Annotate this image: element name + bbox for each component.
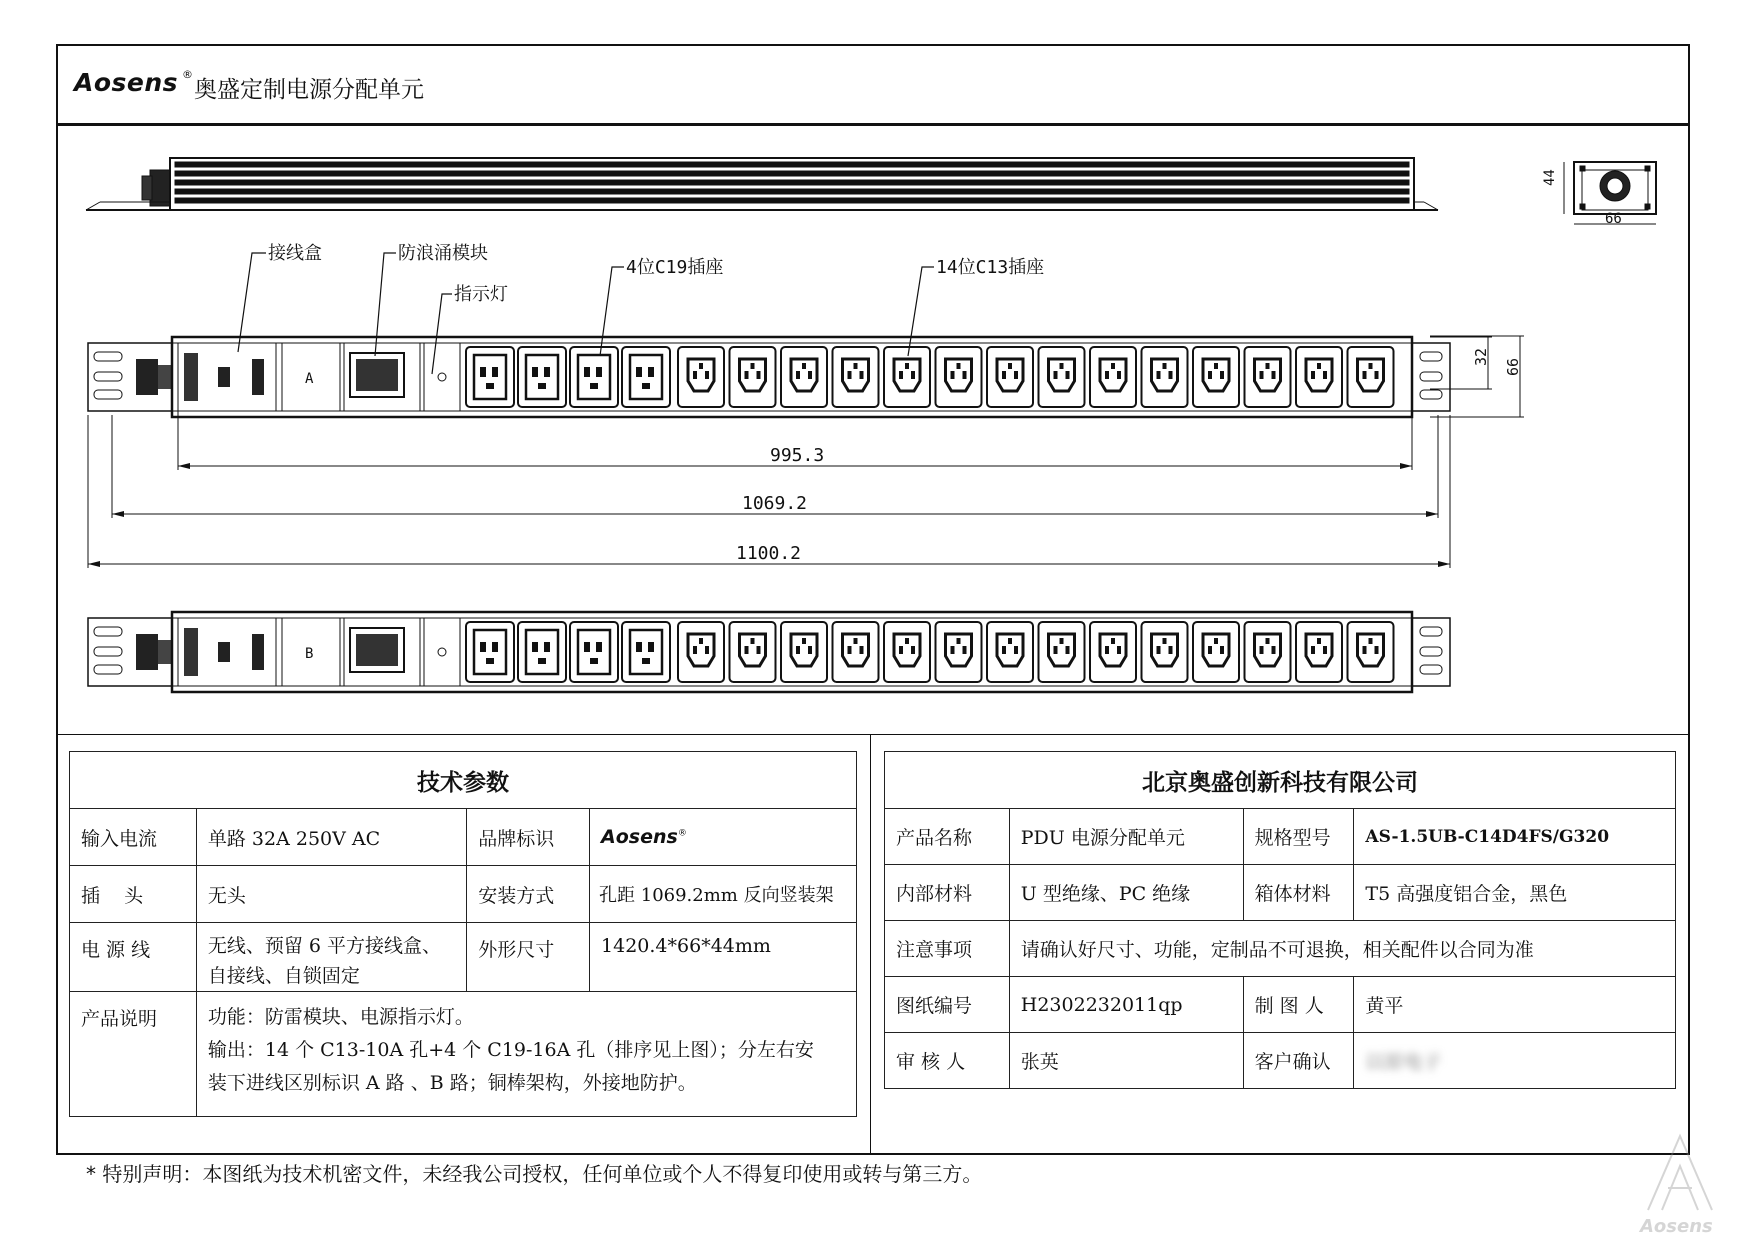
brand-reg: ® [677, 828, 687, 839]
mount-slot [1420, 665, 1442, 674]
c13-outlet [1090, 622, 1136, 682]
c19-pin [596, 367, 602, 377]
c13-outlet [936, 622, 982, 682]
c19-pin [636, 642, 642, 652]
c13-outlet [1245, 622, 1291, 682]
section-divider [56, 734, 1690, 735]
c13-pin [1272, 371, 1276, 379]
heatsink-fins [175, 162, 1409, 203]
drawing-no-value: H2302232011qp [1009, 977, 1243, 1033]
c13-pin [1266, 363, 1270, 369]
c13-outlet [678, 347, 724, 407]
c13-pin [899, 646, 903, 654]
c13-pin [802, 363, 806, 369]
c13-outlet [1142, 347, 1188, 407]
indicator-light [438, 648, 446, 656]
c13-pin [751, 638, 755, 644]
plug-label: 插 头 [70, 866, 197, 923]
c19-pin [596, 642, 602, 652]
c13-pin [1054, 371, 1058, 379]
end-width-dim: 66 [1605, 211, 1622, 227]
mount-label: 安装方式 [467, 866, 590, 923]
c13-pin [1363, 646, 1367, 654]
c13-outlet [781, 347, 827, 407]
c13-pin [1363, 371, 1367, 379]
c13-pin [1369, 638, 1373, 644]
size-label: 外形尺寸 [467, 923, 590, 992]
c13-outlet [1193, 622, 1239, 682]
c13-pin [1375, 371, 1379, 379]
c13-pin [905, 638, 909, 644]
company-info-table [884, 751, 1676, 1089]
c13-pin [957, 638, 961, 644]
input-value: 单路 32A 250V AC [196, 809, 466, 866]
brand-mark-cell [590, 809, 857, 866]
c13-pin [1060, 638, 1064, 644]
c13-pin [854, 638, 858, 644]
c13-pin [1317, 638, 1321, 644]
c19-pin [492, 367, 498, 377]
c13-pin [1163, 638, 1167, 644]
dim-slot-pitch: 32 [1472, 347, 1490, 366]
client-confirm-cell [1354, 1033, 1676, 1089]
case-label: 箱体材料 [1243, 865, 1354, 921]
terminal [218, 642, 230, 662]
material-value: U 型绝缘、PC 绝缘 [1009, 865, 1243, 921]
c13-outlet [1142, 622, 1188, 682]
c13-outlet [730, 622, 776, 682]
c13-outlet [936, 347, 982, 407]
c13-pin [757, 371, 761, 379]
mount-slot [94, 390, 122, 399]
c13-outlet [781, 622, 827, 682]
cable-gland-nut [158, 365, 172, 389]
cable-gland-nut [158, 640, 172, 664]
brand-logo: Aosens [74, 68, 179, 97]
c13-pin [899, 371, 903, 379]
mount-slot [94, 647, 122, 656]
drawing-no-label: 图纸编号 [885, 977, 1010, 1033]
reviewer-value: 张英 [1009, 1033, 1243, 1089]
c13-pin [1008, 363, 1012, 369]
reviewer-label: 审 核 人 [885, 1033, 1010, 1089]
tech-params-table [69, 751, 857, 1117]
confidentiality-notice: * 特别声明：本图纸为技术机密文件，未经我公司授权，任何单位或个人不得复印使用或转与第三方。 [86, 1162, 983, 1186]
surge-module-face [356, 359, 398, 391]
c13-pin [1169, 371, 1173, 379]
plug-value: 无头 [196, 866, 466, 923]
c13-pin [911, 371, 915, 379]
column-divider [870, 734, 871, 1155]
c13-pin [1260, 371, 1264, 379]
input-label: 输入电流 [70, 809, 197, 866]
c13-pin [1220, 646, 1224, 654]
c19-pin [480, 367, 486, 377]
product-name-label: 产品名称 [885, 809, 1010, 865]
c19-socket [526, 630, 558, 674]
indicator-cell [424, 618, 460, 686]
c13-pin [1157, 371, 1161, 379]
c13-outlet [987, 347, 1033, 407]
c13-pin [1323, 371, 1327, 379]
client-confirm-value: 以原电子 [1365, 1051, 1442, 1073]
c13-pin [1002, 371, 1006, 379]
c19-pin [544, 642, 550, 652]
surge-module-face [356, 634, 398, 666]
c13-outlet [730, 347, 776, 407]
dim-body-height: 66 [1504, 357, 1522, 376]
mount-slot [1420, 627, 1442, 636]
note-label: 注意事项 [885, 921, 1010, 977]
circuit-label: A [305, 371, 314, 387]
c13-outlet [1039, 622, 1085, 682]
cable-gland [136, 359, 158, 395]
c19-pin [636, 367, 642, 377]
drafter-label: 制 图 人 [1243, 977, 1354, 1033]
c13-pin [860, 646, 864, 654]
terminal-label [252, 359, 264, 395]
c13-pin [757, 646, 761, 654]
desc-label: 产品说明 [70, 992, 197, 1117]
mount-bracket-right [1412, 343, 1450, 411]
c13-pin [705, 646, 709, 654]
c13-pin [808, 646, 812, 654]
c13-pin [1111, 638, 1115, 644]
mount-slot [94, 665, 122, 674]
mount-bracket-right [1412, 618, 1450, 686]
desc-line2: 输出：14 个 C13-10A 孔+4 个 C19-16A 孔（排序见上图）；分左右安 [207, 1039, 814, 1061]
c13-pin [1260, 646, 1264, 654]
c13-pin [1117, 646, 1121, 654]
c19-socket [474, 630, 506, 674]
indicator-light [438, 373, 446, 381]
c13-outlet [833, 622, 879, 682]
c13-outlet [884, 347, 930, 407]
brand-value: Aosens [601, 826, 678, 848]
c19-pin [584, 367, 590, 377]
desc-line1: 功能：防雷模块、电源指示灯。 [207, 1006, 474, 1028]
cable-gland [136, 634, 158, 670]
note-value: 请确认好尺寸、功能，定制品不可退换，相关配件以合同为准 [1009, 921, 1675, 977]
mount-slot [1420, 390, 1442, 399]
c13-pin [1208, 371, 1212, 379]
pdu-unit-a [88, 337, 1450, 417]
c13-pin [1060, 363, 1064, 369]
c13-pin [751, 363, 755, 369]
c13-outlet [1296, 622, 1342, 682]
c19-pin [648, 367, 654, 377]
c13-pin [1105, 371, 1109, 379]
c19-socket [474, 355, 506, 399]
c13-pin [848, 371, 852, 379]
c13-pin [1002, 646, 1006, 654]
c13-pin [1317, 363, 1321, 369]
desc-value-cell [196, 992, 856, 1117]
material-label: 内部材料 [885, 865, 1010, 921]
c19-pin [648, 642, 654, 652]
size-value: 1420.4*66*44mm [590, 923, 857, 992]
c13-pin [802, 638, 806, 644]
product-name-value: PDU 电源分配单元 [1009, 809, 1243, 865]
callout-c13-outlets: 14位C13插座 [936, 257, 1045, 278]
brand-plate [184, 628, 198, 676]
c19-pin [486, 658, 494, 664]
c19-pin [584, 642, 590, 652]
c19-pin [538, 658, 546, 664]
c13-pin [1311, 371, 1315, 379]
c13-pin [963, 371, 967, 379]
c13-pin [1105, 646, 1109, 654]
mount-slot [1420, 372, 1442, 381]
c13-pin [1111, 363, 1115, 369]
c13-pin [796, 371, 800, 379]
callout-surge-module: 防浪涌模块 [398, 243, 488, 264]
c19-pin [486, 383, 494, 389]
c13-pin [1014, 646, 1018, 654]
side-view [86, 158, 1438, 210]
c13-pin [745, 371, 749, 379]
c19-pin [538, 383, 546, 389]
indicator-cell [424, 343, 460, 411]
c19-socket [578, 355, 610, 399]
c13-outlet [1039, 347, 1085, 407]
c19-pin [532, 642, 538, 652]
c13-pin [1311, 646, 1315, 654]
dim-total-length: 1100.2 [736, 543, 802, 564]
registered-mark: ® [182, 68, 193, 81]
c13-pin [1266, 638, 1270, 644]
cord-value-line1: 无线、预留 6 平方接线盒、 [207, 935, 442, 957]
c13-pin [1014, 371, 1018, 379]
model-label: 规格型号 [1243, 809, 1354, 865]
c13-pin [1369, 363, 1373, 369]
pdu-unit-b [88, 612, 1450, 692]
c13-pin [1066, 371, 1070, 379]
terminal-label [252, 634, 264, 670]
cord-value-line2: 自接线、自锁固定 [207, 965, 360, 987]
c19-socket [578, 630, 610, 674]
watermark-text: Aosens [1640, 1216, 1713, 1236]
client-confirm-label: 客户确认 [1243, 1033, 1354, 1089]
case-value: T5 高强度铝合金，黑色 [1354, 865, 1676, 921]
c13-outlet [1296, 347, 1342, 407]
mount-value: 孔距 1069.2mm 反向竖装架 [590, 866, 857, 923]
c13-outlet [1193, 347, 1239, 407]
watermark-logo [1638, 1132, 1722, 1236]
c19-socket [526, 355, 558, 399]
c13-pin [693, 371, 697, 379]
c13-pin [693, 646, 697, 654]
desc-line3: 装下进线区别标识 A 路 、B 路；铜棒架构，外接地防护。 [207, 1072, 697, 1094]
c13-pin [860, 371, 864, 379]
end-height-dim: 44 [1542, 169, 1558, 186]
c19-pin [480, 642, 486, 652]
c13-pin [848, 646, 852, 654]
c13-pin [1375, 646, 1379, 654]
c13-pin [705, 371, 709, 379]
dim-inner-length: 995.3 [770, 445, 825, 466]
mount-slot [94, 627, 122, 636]
c13-pin [1117, 371, 1121, 379]
c13-pin [1214, 363, 1218, 369]
c13-pin [699, 363, 703, 369]
c13-pin [1272, 646, 1276, 654]
c19-pin [590, 658, 598, 664]
c13-pin [808, 371, 812, 379]
mount-slot [1420, 647, 1442, 656]
c13-pin [854, 363, 858, 369]
drafter-value: 黄平 [1354, 977, 1676, 1033]
c13-pin [1208, 646, 1212, 654]
c13-pin [905, 363, 909, 369]
c13-pin [957, 363, 961, 369]
dim-hole-pitch: 1069.2 [742, 493, 808, 514]
c19-pin [590, 383, 598, 389]
company-heading: 北京奥盛创新科技有限公司 [885, 752, 1676, 809]
cord-value-cell [196, 923, 466, 992]
c13-pin [1066, 646, 1070, 654]
c13-outlet [833, 347, 879, 407]
terminal [218, 367, 230, 387]
c19-socket [630, 355, 662, 399]
c13-outlet [1090, 347, 1136, 407]
c13-outlet [1245, 347, 1291, 407]
c13-pin [1157, 646, 1161, 654]
c13-pin [699, 638, 703, 644]
c13-pin [1163, 363, 1167, 369]
c19-pin [532, 367, 538, 377]
brand-label: 品牌标识 [467, 809, 590, 866]
c13-outlet [884, 622, 930, 682]
c13-pin [745, 646, 749, 654]
callout-c19-outlets: 4位C19插座 [626, 257, 724, 278]
c13-outlet [987, 622, 1033, 682]
c13-pin [1323, 646, 1327, 654]
mount-slot [94, 372, 122, 381]
c13-pin [796, 646, 800, 654]
cord-label: 电 源 线 [70, 923, 197, 992]
c19-pin [492, 642, 498, 652]
brand-plate [184, 353, 198, 401]
callout-junction-box: 接线盒 [268, 243, 322, 264]
mount-slot [94, 352, 122, 361]
c13-pin [951, 371, 955, 379]
circuit-label: B [305, 646, 314, 662]
model-value: AS-1.5UB-C14D4FS/G320 [1354, 809, 1676, 865]
callout-indicator: 指示灯 [454, 284, 508, 305]
c13-pin [1054, 646, 1058, 654]
c19-pin [642, 658, 650, 664]
page-title: 奥盛定制电源分配单元 [194, 77, 424, 103]
c13-pin [1214, 638, 1218, 644]
tech-heading: 技术参数 [70, 752, 857, 809]
c13-outlet [1348, 622, 1394, 682]
c13-pin [911, 646, 915, 654]
c19-pin [642, 383, 650, 389]
c13-pin [963, 646, 967, 654]
c13-pin [1008, 638, 1012, 644]
c13-outlet [1348, 347, 1394, 407]
c13-pin [1220, 371, 1224, 379]
c13-pin [1169, 646, 1173, 654]
c19-pin [544, 367, 550, 377]
mount-slot [1420, 352, 1442, 361]
c19-socket [630, 630, 662, 674]
c13-outlet [678, 622, 724, 682]
c13-pin [951, 646, 955, 654]
